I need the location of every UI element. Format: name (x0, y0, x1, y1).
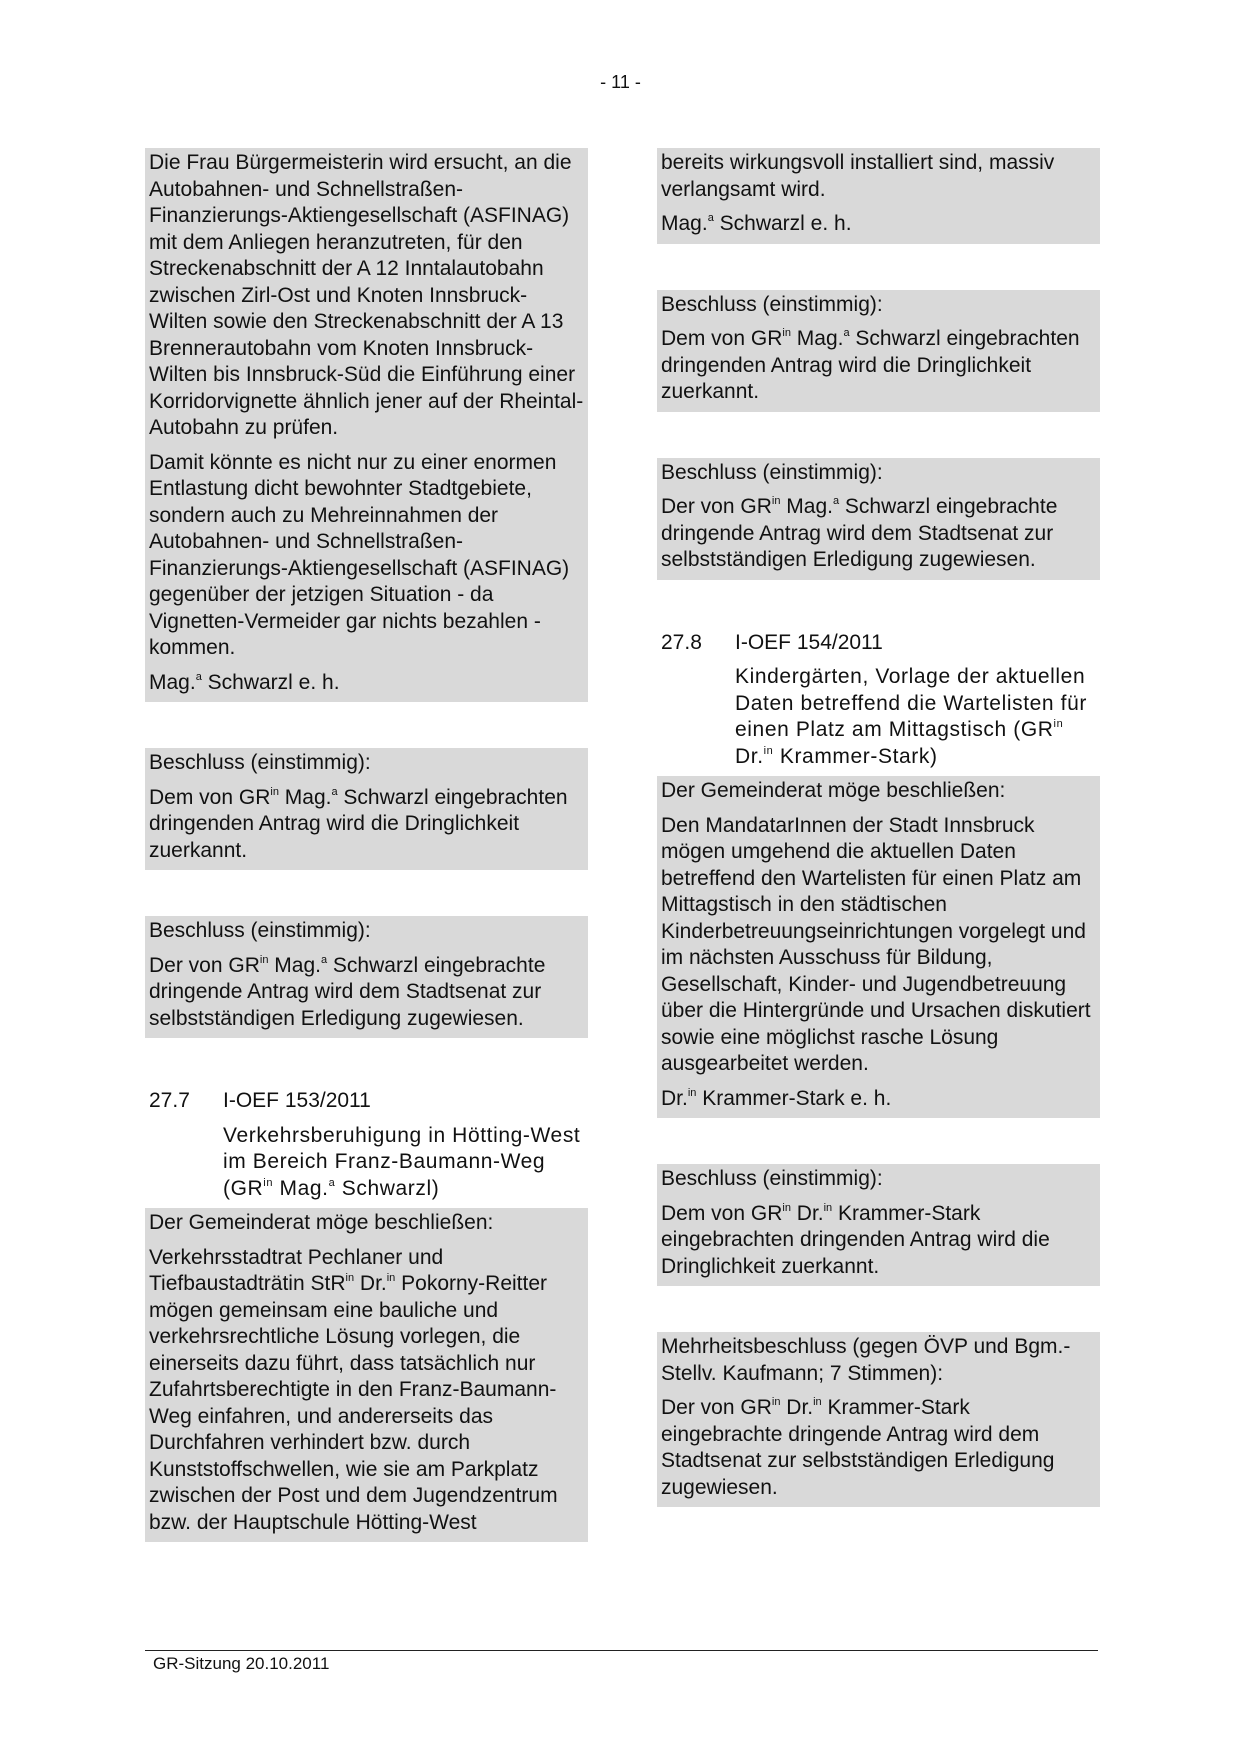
motion-heading: Der Gemeinderat möge beschließen: (661, 779, 1006, 802)
resolution-heading: Beschluss (einstimmig): (661, 292, 883, 316)
resolution-text: Dem von $GR^{in}$ Dr.$^{in}$ Krammer-Stark eingebrachten dringenden Antrag wird die Dringlichkeit zuerkannt. (661, 1201, 1050, 1278)
resolution-assignment-box (145, 916, 588, 1038)
resolution-heading: Beschluss (einstimmig): (149, 919, 371, 942)
resolution-heading: Beschluss (einstimmig): (661, 460, 883, 484)
motion-continuation: bereits wirkungsvoll installiert sind, massiv verlangsamt wird. (661, 151, 1055, 201)
motion-heading: Der Gemeinderat möge beschließen: (149, 1211, 494, 1234)
agenda-item-title: Kindergärten, Vorlage der aktuellen Daten betreffend die Wartelisten für einen Platz am Mittagstisch ($GR^{in}$ Dr.$^{in}$ Krammer-Stark) (735, 665, 1087, 768)
motion-body: Verkehrsstadtrat Pechlaner und Tiefbaustadträtin StR$^{in}$ Dr.$^{in}$ Pokorny-Reitter mögen gemeinsam eine bauliche und verkehrsrechtliche Lösung vorlegen, die einerseits dazu führt, dass tatsächlich nur Zufahrtsberechtigte in den Franz-Baumann-Weg einfahren, und andererseits das Durchfahren verhindert bzw. durch Kunststoffschwellen, wie sie am Parkplatz zwischen der Post und dem Jugendzentrum bzw. der Hauptschule Hötting-West (149, 1245, 558, 1534)
motion-text-box (145, 148, 588, 702)
resolution-heading: Beschluss (einstimmig): (149, 751, 371, 774)
resolution-heading: Beschluss (einstimmig): (661, 1167, 883, 1190)
resolution-text: Der von $GR^{in}$ Dr.$^{in}$ Krammer-Stark eingebrachte dringende Antrag wird dem Stadtsenat zur selbstständigen Erledigung zugewiesen. (661, 1396, 1055, 1499)
right-column (657, 148, 1100, 1507)
resolution-text: Der von $GR^{in}$ Mag.$^a$ Schwarzl eingebrachte dringende Antrag wird dem Stadtsenat zur selbstständigen Erledigung zugewiesen. (149, 953, 546, 1030)
footer-text: GR-Sitzung 20.10.2011 (153, 1654, 330, 1673)
left-column (145, 148, 588, 1542)
signature: Dr.$^{in}$ Krammer-Stark e. h. (661, 1086, 892, 1110)
signature: Mag.$^a$ Schwarzl e. h. (149, 670, 340, 694)
agenda-item-code: I-OEF 154/2011 (735, 630, 883, 654)
footer-divider (145, 1650, 1098, 1651)
agenda-item-heading (145, 1088, 588, 1115)
agenda-item-heading (657, 630, 1100, 657)
agenda-item-number: 27.8 (661, 630, 702, 654)
motion-continuation-box (657, 148, 1100, 244)
resolution-majority-box (657, 1332, 1100, 1507)
council-motion-box (145, 1208, 588, 1542)
council-motion-box (657, 776, 1100, 1118)
motion-paragraph-1: Die Frau Bürgermeisterin wird ersucht, an die Autobahnen- und Schnellstraßen-Finanzierungs-Aktiengesellschaft (ASFINAG) mit dem Anliegen heranzutreten, für den Streckenabschnitt der A 12 Inntalautobahn zwischen Zirl-Ost und Knoten Innsbruck-Wilten sowie den Streckenabschnitt der A 13 Brennerautobahn vom Knoten Innsbruck-Wilten bis Innsbruck-Süd die Einführung einer Korridorvignette ähnlich jener auf der Rheintal-Autobahn zu prüfen. (149, 151, 584, 439)
resolution-heading: Mehrheitsbeschluss (gegen ÖVP und Bgm.-Stellv. Kaufmann; 7 Stimmen): (661, 1335, 1071, 1385)
resolution-text: Dem von $GR^{in}$ Mag.$^a$ Schwarzl eingebrachten dringenden Antrag wird die Dringlichkeit zuerkannt. (661, 327, 1080, 403)
resolution-text: Der von $GR^{in}$ Mag.$^a$ Schwarzl eingebrachte dringende Antrag wird dem Stadtsenat zur selbstständigen Erledigung zugewiesen. (661, 495, 1058, 571)
resolution-urgency-box (657, 1164, 1100, 1286)
agenda-item-code: I-OEF 153/2011 (223, 1089, 371, 1112)
motion-body: Den MandatarInnen der Stadt Innsbruck mögen umgehend die aktuellen Daten betreffend den Wartelisten für einen Platz am Mittagstisch in den städtischen Kinderbetreuungseinrichtungen vorgelegt und im nächsten Ausschuss für Bildung, Gesellschaft, Kinder- und Jugendbetreuung über die Hintergründe und Ursachen diskutiert sowie eine möglichst rasche Lösung ausgearbeitet werden. (661, 813, 1091, 1075)
resolution-urgency-box (145, 748, 588, 870)
resolution-assignment-box (657, 458, 1100, 580)
resolution-text: Dem von $GR^{in}$ Mag.$^a$ Schwarzl eingebrachten dringenden Antrag wird die Dringlichkeit zuerkannt. (149, 785, 568, 862)
resolution-urgency-box (657, 290, 1100, 412)
signature: Mag.$^a$ Schwarzl e. h. (661, 212, 852, 235)
motion-paragraph-2: Damit könnte es nicht nur zu einer enormen Entlastung dicht bewohnter Stadtgebiete, sondern auch zu Mehreinnahmen der Autobahnen- und Schnellstraßen-Finanzierungs-Aktiengesellschaft (ASFINAG) gegenüber der jetzigen Situation - da Vignetten-Vermeider gar nichts bezahlen - kommen. (149, 450, 570, 659)
page-number: - 11 - (600, 72, 641, 92)
agenda-item-title: Verkehrsberuhigung in Hötting-West im Bereich Franz-Baumann-Weg ($GR^{in}$ Mag.$^a$ Schwarzl) (223, 1123, 581, 1200)
agenda-item-number: 27.7 (149, 1089, 190, 1112)
